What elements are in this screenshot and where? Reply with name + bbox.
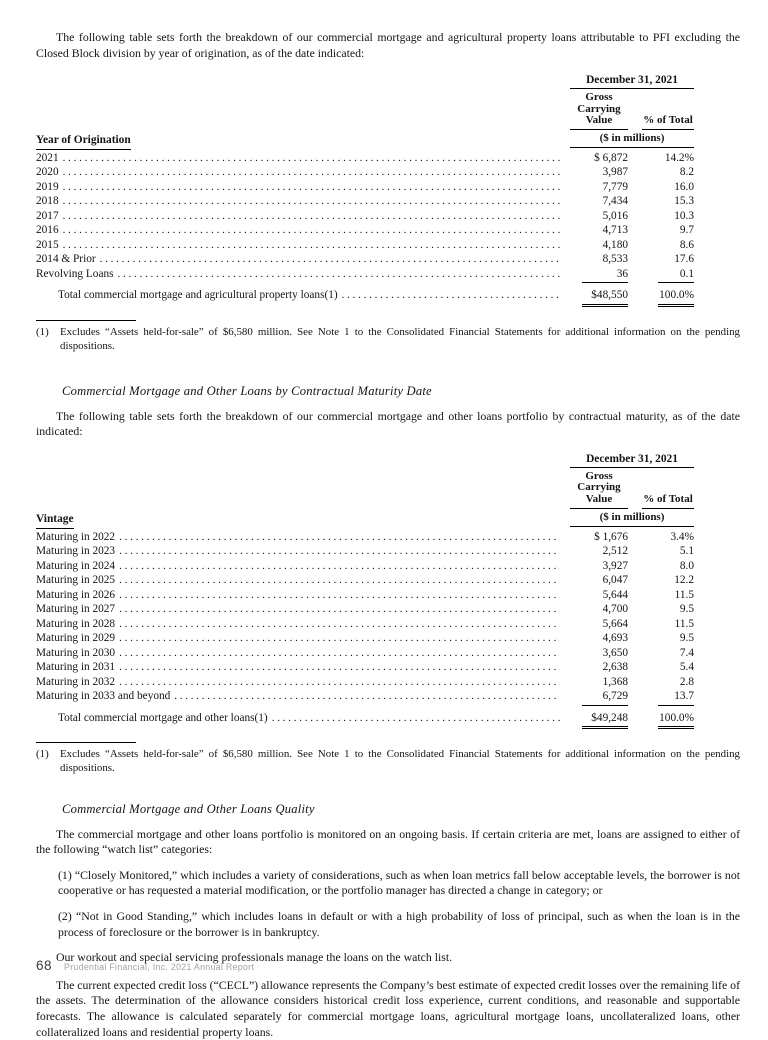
table-row <box>36 647 740 662</box>
row-label: 2021 <box>36 151 59 164</box>
footnote-text: Excludes “Assets held-for-sale” of $6,580 million. See Note 1 to the Consolidated Financial Statements for additional information on the pending dispositions. <box>60 748 740 774</box>
footnote-1 <box>36 320 740 354</box>
date-column-header: December 31, 2021 <box>570 453 694 468</box>
table-row <box>36 181 740 196</box>
cecl-paragraph: The current expected credit loss (“CECL”) allowance represents the Company’s best estimate of expected credit losses over the remaining life of the assets. The determination of the allowance considers historical credit loss experience, current conditions, and reasonable and supportable forecasts. The allowance is calculated separately for commercial mortgage loans, agricultural mortgage loans, uncollateralized loans, other collateralized loans and residential property loans. <box>36 977 740 1039</box>
page-number: 68 <box>36 958 53 973</box>
table-row <box>36 195 740 210</box>
workout-paragraph: Our workout and special servicing professionals manage the loans on the watch list. <box>56 950 453 965</box>
row-value: 2,512 <box>602 545 628 558</box>
row-percent: 14.2% <box>664 151 694 164</box>
row-percent: 10.3 <box>674 209 694 222</box>
total-value: $49,248 <box>582 712 628 730</box>
footnote-rule <box>36 320 136 321</box>
dot-leader <box>100 253 560 267</box>
table-row <box>36 224 740 239</box>
table-row <box>36 545 740 560</box>
dot-leader <box>118 268 560 282</box>
row-percent: 3.4% <box>670 530 694 543</box>
table-row <box>36 210 740 225</box>
dot-leader <box>119 545 560 559</box>
table-row <box>36 603 740 618</box>
footnote-2 <box>36 742 740 776</box>
row-value: 3,987 <box>602 166 628 179</box>
row-value: 5,016 <box>602 209 628 222</box>
table-header <box>36 74 740 148</box>
table-total-row <box>36 289 740 307</box>
dot-leader <box>119 676 560 690</box>
row-label: Maturing in 2023 <box>36 545 116 558</box>
row-label: Maturing in 2028 <box>36 617 116 630</box>
table-total-row <box>36 712 740 730</box>
dot-leader <box>119 618 560 632</box>
dot-leader <box>119 589 560 603</box>
pct-of-total-header: % of Total <box>642 115 694 130</box>
units-label: ($ in millions) <box>570 130 694 148</box>
row-value: 7,779 <box>602 180 628 193</box>
total-percent: 100.0% <box>658 289 694 307</box>
dot-leader <box>63 224 560 238</box>
dot-leader <box>63 152 560 166</box>
date-column-header: December 31, 2021 <box>570 74 694 89</box>
row-value: 3,650 <box>602 646 628 659</box>
maturity-table <box>36 453 740 729</box>
row-percent: 17.6 <box>674 253 694 266</box>
row-percent: 11.5 <box>674 617 694 630</box>
quality-heading: Commercial Mortgage and Other Loans Quality <box>62 801 315 816</box>
row-percent: 0.1 <box>658 268 694 284</box>
maturity-heading: Commercial Mortgage and Other Loans by Contractual Maturity Date <box>62 383 432 398</box>
table-row <box>36 589 740 604</box>
table-row <box>36 560 740 575</box>
row-label-header: Year of Origination <box>36 134 131 150</box>
row-label: 2018 <box>36 195 59 208</box>
row-percent: 15.3 <box>674 195 694 208</box>
row-value: 4,180 <box>602 238 628 251</box>
row-label: Maturing in 2027 <box>36 603 116 616</box>
watch-list-item-1: (1) “Closely Monitored,” which includes a variety of considerations, such as when loan metrics fall below acceptable levels, the borrower is not cooperative or has requested a material modification, or the portfolio manager has directed a change in category; or <box>58 867 740 898</box>
row-label: Revolving Loans <box>36 267 114 280</box>
row-value: 5,644 <box>602 588 628 601</box>
row-value: 8,533 <box>602 253 628 266</box>
dot-leader <box>174 690 560 704</box>
total-value: $48,550 <box>582 289 628 307</box>
table-row <box>36 661 740 676</box>
row-value: 5,664 <box>602 617 628 630</box>
row-value: 36 <box>582 268 628 284</box>
row-value: $ 1,676 <box>594 530 628 543</box>
table-row <box>36 618 740 633</box>
row-percent: 2.8 <box>679 675 694 688</box>
row-percent: 5.1 <box>679 545 694 558</box>
row-label: Maturing in 2026 <box>36 588 116 601</box>
watch-list-item-2: (2) “Not in Good Standing,” which includes loans in default or with a high probability of loss of principal, such as when the loan is in the process of foreclosure or the borrower is in bankruptcy. <box>58 909 740 939</box>
quality-paragraph: The commercial mortgage and other loans portfolio is monitored on an ongoing basis. If certain criteria are met, loans are assigned to either of the following “watch list” categories: <box>36 826 740 857</box>
table-row <box>36 152 740 167</box>
row-percent: 8.0 <box>679 559 694 572</box>
row-label: Maturing in 2032 <box>36 675 116 688</box>
row-percent: 8.2 <box>679 166 694 179</box>
total-percent: 100.0% <box>658 712 694 730</box>
origination-table <box>36 74 740 307</box>
maturity-paragraph: The following table sets forth the breakdown of our commercial mortgage and other loans portfolio by contractual maturity, as of the date indicated: <box>36 408 740 439</box>
row-value: 4,693 <box>602 632 628 645</box>
dot-leader <box>119 632 560 646</box>
row-percent: 9.5 <box>679 603 694 616</box>
row-label-header: Vintage <box>36 513 74 529</box>
dot-leader <box>63 166 560 180</box>
table-header <box>36 453 740 527</box>
row-value: $ 6,872 <box>594 151 628 164</box>
dot-leader <box>63 181 560 195</box>
footnote-marker: (1) <box>36 748 49 761</box>
row-value: 6,729 <box>582 690 628 706</box>
row-label: Maturing in 2031 <box>36 661 116 674</box>
total-label: Total commercial mortgage and other loans(1) <box>58 711 268 724</box>
row-percent: 8.6 <box>679 238 694 251</box>
pct-of-total-header: % of Total <box>642 494 694 509</box>
dot-leader <box>63 210 560 224</box>
row-label: Maturing in 2024 <box>36 559 116 572</box>
dot-leader <box>119 531 560 545</box>
row-label: 2017 <box>36 209 59 222</box>
table-row <box>36 531 740 546</box>
total-label: Total commercial mortgage and agricultural property loans(1) <box>58 289 338 302</box>
row-value: 6,047 <box>602 574 628 587</box>
table-row <box>36 632 740 647</box>
row-percent: 12.2 <box>674 574 694 587</box>
table-rows <box>36 531 740 706</box>
intro-paragraph: The following table sets forth the breakdown of our commercial mortgage and agricultural property loans attributable to PFI excluding the Closed Block division by year of origination, as of the date indicated: <box>36 30 740 60</box>
dot-leader <box>119 603 560 617</box>
row-percent: 7.4 <box>679 646 694 659</box>
row-value: 4,700 <box>602 603 628 616</box>
dot-leader <box>63 239 560 253</box>
dot-leader <box>342 289 560 303</box>
dot-leader <box>119 661 560 675</box>
row-percent: 9.7 <box>679 224 694 237</box>
footnote-text: Excludes “Assets held-for-sale” of $6,580 million. See Note 1 to the Consolidated Financial Statements for additional information on the pending dispositions. <box>60 325 740 352</box>
gross-carrying-value-header: Gross Carrying Value <box>570 471 628 509</box>
row-value: 3,927 <box>602 559 628 572</box>
report-title: Prudential Financial, Inc. 2021 Annual Report <box>64 962 255 972</box>
table-row <box>36 268 740 284</box>
row-label: Maturing in 2025 <box>36 574 116 587</box>
dot-leader <box>119 647 560 661</box>
table-rows <box>36 152 740 284</box>
table-row <box>36 676 740 691</box>
row-percent: 9.5 <box>679 632 694 645</box>
dot-leader <box>119 574 560 588</box>
dot-leader <box>63 195 560 209</box>
table-row <box>36 239 740 254</box>
row-value: 2,638 <box>602 661 628 674</box>
row-label: 2019 <box>36 180 59 193</box>
page-footer <box>36 958 254 973</box>
row-label: 2016 <box>36 224 59 237</box>
row-value: 7,434 <box>602 195 628 208</box>
row-percent: 5.4 <box>679 661 694 674</box>
table-row <box>36 690 740 706</box>
footnote-marker: (1) <box>36 325 49 338</box>
row-label: Maturing in 2022 <box>36 530 116 543</box>
row-label: 2015 <box>36 238 59 251</box>
row-label: Maturing in 2029 <box>36 632 116 645</box>
row-percent: 11.5 <box>674 588 694 601</box>
dot-leader <box>272 712 560 726</box>
table-row <box>36 166 740 181</box>
row-label: Maturing in 2033 and beyond <box>36 690 171 703</box>
row-percent: 13.7 <box>658 690 694 706</box>
units-label: ($ in millions) <box>570 509 694 527</box>
dot-leader <box>119 560 560 574</box>
row-value: 4,713 <box>602 224 628 237</box>
row-label: 2014 & Prior <box>36 253 96 266</box>
row-label: Maturing in 2030 <box>36 646 116 659</box>
gross-carrying-value-header: Gross Carrying Value <box>570 92 628 130</box>
table-row <box>36 253 740 268</box>
table-row <box>36 574 740 589</box>
row-value: 1,368 <box>602 675 628 688</box>
footnote-rule <box>36 742 136 743</box>
row-percent: 16.0 <box>674 180 694 193</box>
row-label: 2020 <box>36 166 59 179</box>
